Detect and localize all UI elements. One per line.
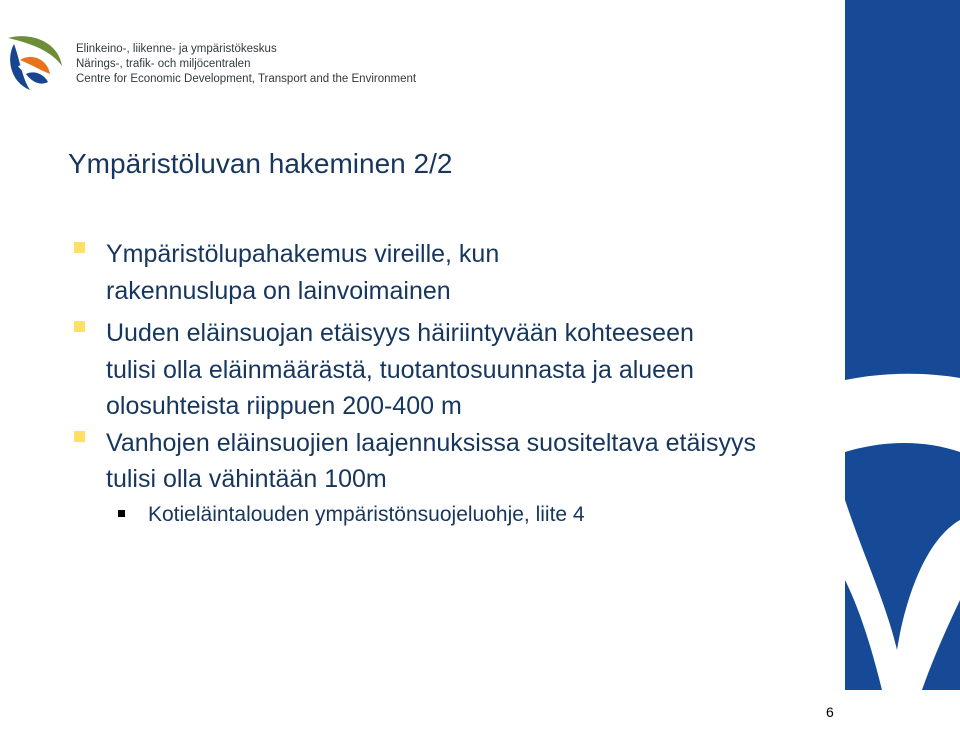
slide-title: Ympäristöluvan hakeminen 2/2 xyxy=(68,148,453,179)
square-bullet-icon xyxy=(74,321,85,332)
ely-logo-icon xyxy=(4,30,66,96)
bullet-text: Vanhojen eläinsuojien laajennuksissa suositeltava etäisyys tulisi olla vähintään 100m xyxy=(106,428,756,493)
square-bullet-icon xyxy=(118,510,125,517)
sub-bullet-item xyxy=(74,500,834,530)
org-name-fi: Elinkeino-, liikenne- ja ympäristökeskus xyxy=(76,43,277,55)
page-number: 6 xyxy=(826,704,834,720)
org-name-sv: Närings-, trafik- och miljöcentralen xyxy=(76,58,251,70)
sub-bullet-text: Kotieläintalouden ympäristönsuojeluohje, liite 4 xyxy=(148,502,585,526)
decorative-wave-band xyxy=(845,0,960,746)
bullet-text: Ympäristölupahakemus vireille, kun rakennuslupa on lainvoimainen xyxy=(106,240,500,305)
bullet-item xyxy=(74,236,834,309)
bullet-item xyxy=(74,315,834,425)
bullet-item xyxy=(74,425,834,498)
square-bullet-icon xyxy=(74,242,85,253)
bullet-text: Uuden eläinsuojan etäisyys häiriintyvään kohteeseen tulisi olla eläinmäärästä, tuotantosuunnasta ja alueen olosuhteista riippuen 200-400 m xyxy=(106,319,694,420)
bullet-list xyxy=(74,236,834,530)
org-name-en: Centre for Economic Development, Transport and the Environment xyxy=(76,73,417,85)
organization-name xyxy=(76,42,416,87)
square-bullet-icon xyxy=(74,431,85,442)
